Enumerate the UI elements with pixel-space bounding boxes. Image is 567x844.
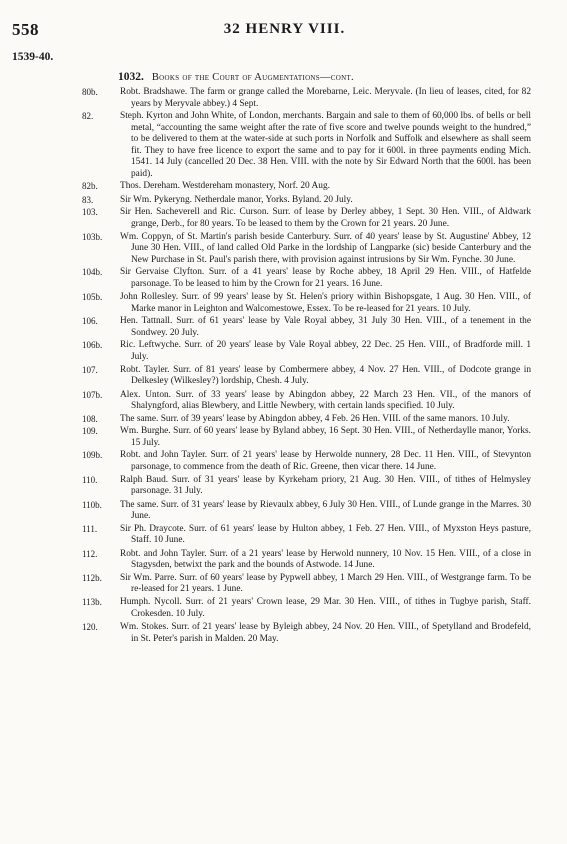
folio-number: 120. bbox=[82, 622, 98, 633]
list-item bbox=[0, 87, 567, 110]
folio-number: 109b. bbox=[82, 450, 103, 461]
entry-text: Sir Wm. Parre. Surr. of 60 years' lease by Pypwell abbey, 1 March 29 Hen. VIII., of Westgrange farm. To be re-leased for 21 years. 1 June. bbox=[120, 572, 531, 595]
folio-number: 82. bbox=[82, 111, 94, 122]
folio-number: 106b. bbox=[82, 340, 103, 351]
entry-text: Sir Hen. Sacheverell and Ric. Curson. Surr. of lease by Derley abbey, 1 Sept. 30 Hen. VIII., of Aldwark grange, Derb., for 80 years. To be leased to them by the Crown for 21 years. 20 June. bbox=[120, 207, 531, 230]
entry-text: Alex. Unton. Surr. of 33 years' lease by Abingdon abbey, 22 March 23 Hen. VII., of the manors of Shalyngford, alias Blewbery, and Little Newbery, with certain lands specified. 10 July. bbox=[120, 389, 531, 412]
folio-number: 112b. bbox=[82, 572, 102, 583]
list-item bbox=[0, 111, 567, 180]
section-number: 1032. bbox=[118, 71, 144, 83]
list-item bbox=[0, 524, 567, 547]
entry-text: Sir Wm. Pykeryng. Netherdale manor, Yorks. Byland. 20 July. bbox=[120, 194, 353, 205]
entry-text: Sir Ph. Draycote. Surr. of 61 years' lease by Hulton abbey, 1 Feb. 27 Hen. VIII., of Myxston Heys pasture, Staff. 10 June. bbox=[120, 523, 531, 546]
folio-number: 82b. bbox=[82, 181, 98, 192]
list-item bbox=[0, 414, 567, 426]
list-item bbox=[0, 450, 567, 473]
entry-text: Hen. Tattnall. Surr. of 61 years' lease by Vale Royal abbey, 31 July 30 Hen. VIII., of a tenement in the Sondwey. 20 July. bbox=[120, 316, 531, 338]
entry-text: Wm. Stokes. Surr. of 21 years' lease by Byleigh abbey, 24 Nov. 20 Hen. VIII., of Spetylland and Brodefeld, in St. Peter's parish in Malden. 20 May. bbox=[120, 622, 531, 644]
list-item bbox=[0, 207, 567, 230]
folio-number: 111. bbox=[82, 523, 98, 534]
entry-text: The same. Surr. of 31 years' lease by Rievaulx abbey, 6 July 30 Hen. VIII., of Lunde grange in the Marres. 30 June. bbox=[120, 499, 531, 522]
entry-text: Wm. Burghe. Surr. of 60 years' lease by Byland abbey, 16 Sept. 30 Hen. VIII., of Netherdaylle manor, Yorks. 15 July. bbox=[120, 426, 531, 448]
section-heading bbox=[118, 71, 354, 83]
list-item bbox=[0, 500, 567, 523]
folio-number: 80b. bbox=[82, 87, 98, 97]
section-title: Books of the Court of Augmentations—cont. bbox=[151, 72, 354, 83]
entry-text: Humph. Nycoll. Surr. of 21 years' Crown lease, 29 Mar. 30 Hen. VIII., of tithes in Tugbye parish, Staff. Crokesden. 10 July. bbox=[120, 596, 531, 619]
entry-text: Robt. and John Tayler. Surr. of 21 years' lease by Herwolde nunnery, 28 Dec. 11 Hen. VIII., of Stevynton parsonage, to commence from the death of Ric. Greene, then vicar there. 14 June. bbox=[120, 450, 531, 472]
folio-number: 103b. bbox=[82, 231, 103, 242]
folio-number: 110b. bbox=[82, 499, 102, 510]
list-item bbox=[0, 549, 567, 572]
entry-text: Wm. Coppyn, of St. Martin's parish beside Canterbury. Surr. of 40 years' lease by St. Augustine' Abbey, 12 June 30 Hen. VIII., of land called Old Parke in the lordship of Langparke (sic) beside Canterbury and the New Purchase in St. Paul's parish there, with provision against intrusions by Sir Wm. Fynche. 30 June. bbox=[120, 231, 531, 265]
folio-number: 113b. bbox=[82, 596, 102, 607]
entry-text: Robt. and John Tayler. Surr. of a 21 years' lease by Herwold nunnery, 10 Nov. 15 Hen. VIII., of a close in Stagysden, betwixt the park and the bounds of Astwode. 14 June. bbox=[120, 548, 531, 571]
list-item bbox=[0, 292, 567, 315]
list-item bbox=[0, 340, 567, 363]
entry-text: Thos. Dereham. Westdereham monastery, Norf. 20 Aug. bbox=[120, 181, 330, 192]
folio-number: 103. bbox=[82, 207, 98, 218]
entry-text: The same. Surr. of 39 years' lease by Abingdon abbey, 4 Feb. 26 Hen. VIII. of the same manors. 10 July. bbox=[120, 413, 510, 424]
entry-text: John Rollesley. Surr. of 99 years' lease by St. Helen's priory within Bishopsgate, 1 Aug. 30 Hen. VIII., of Marke manor in Leighton and Walcomestowe, Essex. To be re-leased for 21 years. 10 July. bbox=[120, 292, 531, 314]
list-item bbox=[0, 267, 567, 290]
list-item bbox=[0, 426, 567, 449]
entry-text: Robt. Bradshawe. The farm or grange called the Morebarne, Leic. Meryvale. (In lieu of leases, cited, for 82 years by Meryvale abbey.) 4 Sept. bbox=[120, 87, 531, 109]
folio-number: 110. bbox=[82, 474, 98, 485]
folio-number: 107b. bbox=[82, 389, 103, 400]
folio-number: 109. bbox=[82, 426, 98, 437]
list-item bbox=[0, 597, 567, 620]
list-item bbox=[0, 390, 567, 413]
entry-text: Ric. Leftwyche. Surr. of 20 years' lease by Vale Royal abbey, 22 Dec. 25 Hen. VIII., of Bradforde mill. 1 July. bbox=[120, 340, 531, 363]
list-item bbox=[0, 622, 567, 645]
entry-text: Sir Gervaise Clyfton. Surr. of a 41 years' lease by Roche abbey, 18 April 29 Hen. VIII., of Hatfelde parsonage. To be leased to him by the Crown for 21 years. 16 June. bbox=[120, 267, 531, 289]
folio-number: 104b. bbox=[82, 267, 103, 278]
list-item bbox=[0, 181, 567, 193]
folio-number: 112. bbox=[82, 548, 98, 559]
folio-number: 83. bbox=[82, 194, 94, 205]
list-item bbox=[0, 475, 567, 498]
entry-list bbox=[0, 87, 567, 646]
running-title: 32 HENRY VIII. bbox=[223, 21, 346, 37]
entry-text: Ralph Baud. Surr. of 31 years' lease by Kyrkeham priory, 21 Aug. 30 Hen. VIII., of tithes of Helmysley parsonage. 31 July. bbox=[120, 474, 531, 497]
folio-number: 106. bbox=[82, 316, 98, 327]
list-item bbox=[0, 365, 567, 388]
year-heading: 1539-40. bbox=[12, 51, 54, 63]
folio-number: 105b. bbox=[82, 292, 103, 303]
page-header bbox=[12, 20, 557, 42]
folio-number: 108. bbox=[82, 413, 98, 424]
list-item bbox=[0, 232, 567, 267]
list-item bbox=[0, 316, 567, 339]
list-item bbox=[0, 195, 567, 207]
folio-number: 107. bbox=[82, 364, 98, 375]
page-number: 558 bbox=[12, 20, 39, 39]
entry-text: Steph. Kyrton and John White, of London, merchants. Bargain and sale to them of 60,000 lbs. of bells or bell metal, “accounting the same weight after the rate of five score and twelve pounds weight to the hundred,” to be delivered to them at the water-side at such ports in Norfolk and Suffolk and elsewhere as shall seem fit. They to have free licence to export the same and to pay for it 600l. in three payments ending Mich. 1541. 14 July (cancelled 20 Dec. 38 Hen. VIII. with the note by Sir Edward North that the 600l. has been paid). bbox=[120, 111, 531, 179]
list-item bbox=[0, 573, 567, 596]
entry-text: Robt. Tayler. Surr. of 81 years' lease by Combermere abbey, 4 Nov. 27 Hen. VIII., of Dodcote grange in Delkesley (Wilkesley?) lordship, Chesh. 4 July. bbox=[120, 364, 531, 387]
